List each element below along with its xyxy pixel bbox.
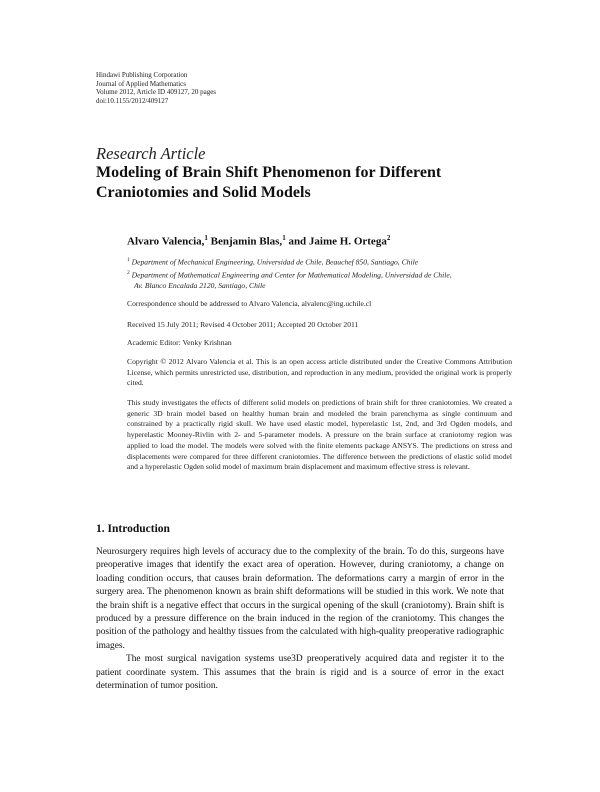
affiliation-item: $^2$ Department of Mathematical Engineering and Center for Mathematical Modeling, Universidad de Chile, — [127, 270, 452, 280]
author-list — [127, 234, 390, 248]
publisher: Hindawi Publishing Corporation — [96, 71, 188, 79]
paper-title: Modeling of Brain Shift Phenomenon for Different Craniotomies and Solid Models — [96, 164, 442, 201]
academic-editor: Academic Editor: Venky Krishnan — [127, 338, 232, 347]
doi: doi:10.1155/2012/409127 — [96, 96, 169, 105]
affiliations — [127, 255, 512, 292]
journal-name: Journal of Applied Mathematics — [96, 79, 187, 88]
abstract: This study investigates the effects of different solid models on predictions of brain shift for three craniotomies. We created a generic 3D brain model based on healthy human brain and modeled the brain parenchyma as single continuum and constrained by a practically rigid skull. We have used elastic model, hyperelastic 1st, 2nd, and 3rd Ogden models, and hyperelastic Mooney-Rivlin with 2- and 5-parameter models. A pressure on the brain surface at craniotomy region was applied to load the model. The models were solved with the finite elements package ANSYS. The predictions on stress and displacements were compared for three different craniotomies. The difference between the predictions of elastic solid model and a hyperelastic Ogden solid model of maximum brain displacement and maximum effective stress is relevant. — [127, 398, 512, 472]
article-type: Research Article — [96, 144, 206, 163]
article-dates: Received 15 July 2011; Revised 4 October 2011; Accepted 20 October 2011 — [127, 320, 359, 329]
author-affiliation-mark: 1 — [282, 234, 286, 242]
volume-info: Volume 2012, Article ID 409127, 20 pages — [96, 88, 217, 97]
author-name: Alvaro Valencia, — [127, 235, 205, 248]
author-affiliation-mark: 2 — [386, 234, 391, 242]
correspondence: Correspondence should be addressed to Alvaro Valencia, alvalenc@ing.uchile.cl — [127, 299, 372, 308]
paragraph: The most surgical navigation systems use3D preoperatively acquired data and register it to the patient coordinate system. This assumes that the brain is rigid and is a source of error in the exact determination of tumor position. — [96, 654, 504, 692]
author-name: and Jaime H. Ortega — [288, 235, 387, 248]
paragraph: Neurosurgery requires high levels of accuracy due to the complexity of the brain. To do this, surgeons have preoperative images that identify the exact area of operation. However, during craniotomy, a change on loading condition occurs, that causes brain deformation. The deformations carry a margin of error in the surgery area. The phenomenon known as brain shift deformations will be studied in this work. We note that the brain shift is a negative effect that occurs in the surgical opening of the skull (craniotomy). Brain shift is produced by a pressure difference on the brain induced in the region of the craniotomy. This changes the position of the pathology and healthy tissues from the calculated with high-quality preoperative radiographic images. — [96, 547, 504, 651]
author-name: Benjamin Blas, — [210, 235, 283, 248]
author-affiliation-mark: 1 — [204, 234, 208, 242]
section-heading: 1. Introduction — [96, 523, 170, 535]
copyright-notice: Copyright © 2012 Alvaro Valencia et al. This is an open access article distributed under the Creative Commons Attribution License, which permits unrestricted use, distribution, and reproduction in any medium, provided the original work is properly cited. — [127, 357, 512, 388]
section-body — [96, 546, 504, 693]
affiliation-continuation: Av. Blanco Encalada 2120, Santiago, Chile — [134, 281, 266, 291]
affiliation-item: $^1$ Department of Mechanical Engineering, Universidad de Chile, Beauchef 850, Santiago, Chile — [127, 257, 419, 267]
journal-header — [96, 71, 216, 105]
